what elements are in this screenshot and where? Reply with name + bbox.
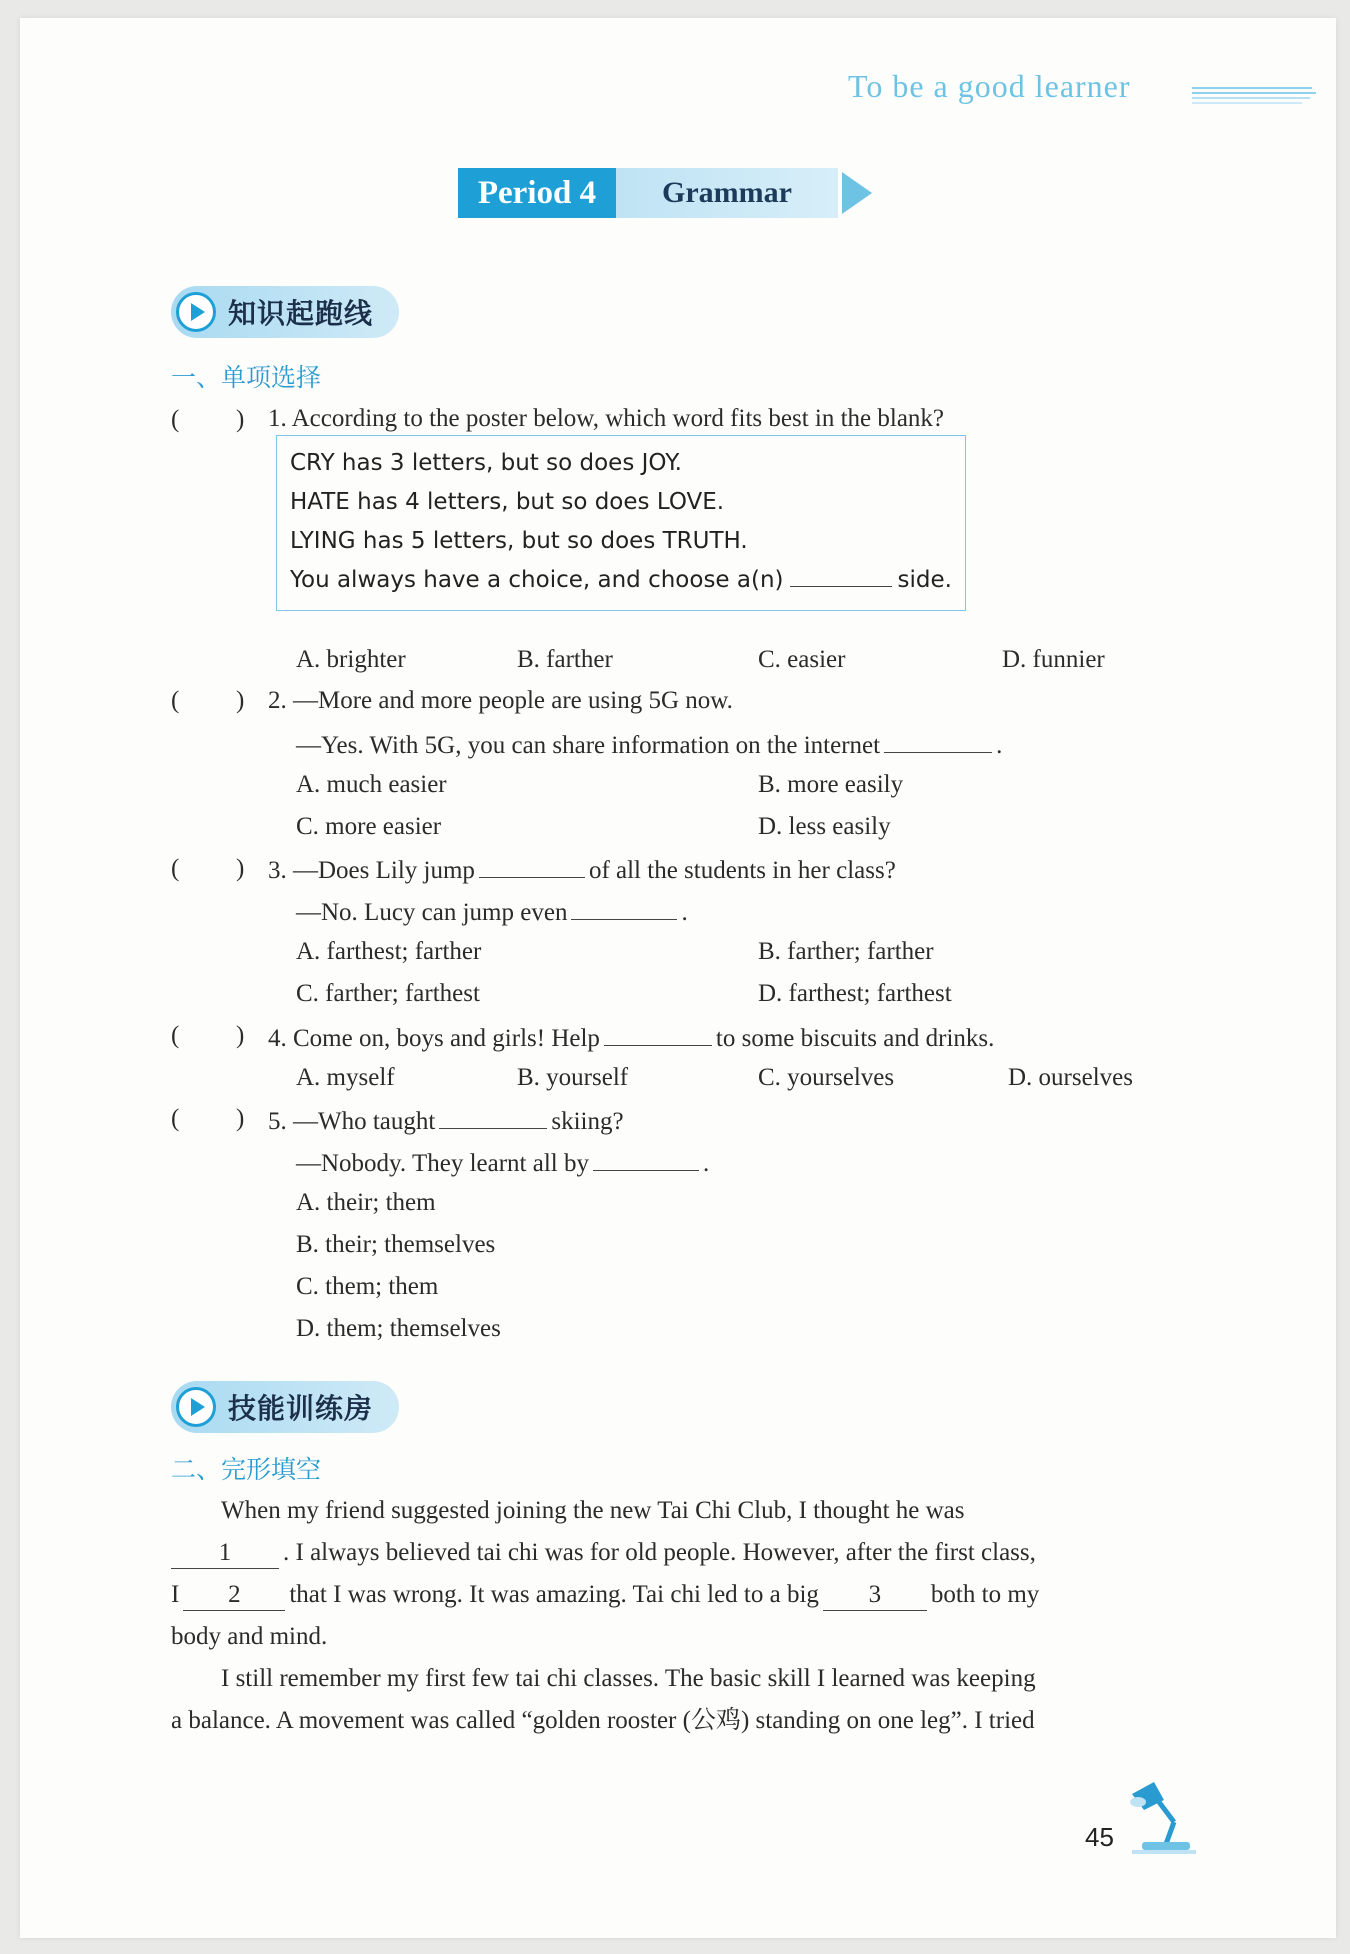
poster-blank [790, 564, 892, 587]
passage-text: I [171, 1581, 180, 1608]
response-text: —Nobody. They learnt all by [296, 1150, 589, 1177]
period-banner [458, 168, 928, 218]
answer-blank [593, 1146, 699, 1171]
passage-text: that I was wrong. It was amazing. Tai chi led to a big [289, 1581, 819, 1608]
banner-arrow-icon [842, 172, 872, 214]
option-a: A. much easier [296, 771, 447, 798]
passage-line [171, 1538, 1036, 1569]
option-d: D. funnier [1002, 646, 1105, 673]
option-b: B. their; themselves [296, 1231, 496, 1258]
option-c: C. yourselves [758, 1064, 895, 1091]
poster-box [276, 435, 966, 611]
question-2-response [296, 728, 1002, 761]
section-pill-knowledge [171, 286, 399, 338]
question-4-stem [268, 1021, 994, 1054]
option-a: A. myself [296, 1064, 395, 1091]
section-heading-cloze: 二、完形填空 [171, 1455, 322, 1484]
answer-paren-open: ( [171, 855, 180, 882]
poster-line: HATE has 4 letters, but so does LOVE. [290, 489, 725, 515]
passage-line: a balance. A movement was called “golden rooster (公鸡) standing on one leg”. I tried [171, 1707, 1035, 1734]
period-label: Period 4 [458, 168, 616, 218]
question-5-stem [268, 1104, 624, 1137]
answer-blank [479, 853, 585, 878]
poster-line: CRY has 3 letters, but so does JOY. [290, 450, 682, 476]
response-punct: . [996, 732, 1003, 759]
answer-paren-open: ( [171, 1022, 180, 1049]
play-icon [176, 1387, 216, 1427]
question-3-response [296, 895, 688, 928]
response-punct: . [703, 1150, 710, 1177]
passage-line: When my friend suggested joining the new Tai Chi Club, I thought he was [221, 1497, 965, 1524]
section-pill-skills [171, 1381, 399, 1433]
option-c: C. easier [758, 646, 846, 673]
option-a: A. their; them [296, 1189, 436, 1216]
answer-paren-close: ) [236, 855, 245, 882]
option-c: C. more easier [296, 813, 442, 840]
option-a: A. brighter [296, 646, 406, 673]
passage-line: I still remember my first few tai chi classes. The basic skill I learned was keeping [221, 1665, 1036, 1692]
option-a: A. farthest; farther [296, 938, 482, 965]
stem-text: skiing? [551, 1108, 624, 1135]
answer-blank [884, 728, 992, 753]
answer-paren-close: ) [236, 1105, 245, 1132]
cloze-blank-1: 1 [171, 1538, 279, 1569]
answer-paren-close: ) [236, 1022, 245, 1049]
question-1-stem: 1. According to the poster below, which word fits best in the blank? [268, 405, 945, 432]
option-b: B. yourself [517, 1064, 629, 1091]
answer-paren-close: ) [236, 406, 245, 433]
passage-line [171, 1580, 1039, 1611]
answer-blank [439, 1104, 547, 1129]
answer-blank [604, 1021, 712, 1046]
option-d: D. less easily [758, 813, 891, 840]
option-b: B. farther; farther [758, 938, 934, 965]
question-5-response [296, 1146, 709, 1179]
passage-line: body and mind. [171, 1623, 328, 1650]
section-pill-label: 技能训练房 [228, 1392, 374, 1425]
answer-paren-close: ) [236, 687, 245, 714]
response-text: —Yes. With 5G, you can share information on the internet [296, 732, 881, 759]
passage-text: . I always believed tai chi was for old people. However, after the first class, [283, 1539, 1036, 1566]
poster-line: LYING has 5 letters, but so does TRUTH. [290, 528, 748, 554]
stem-text: to some biscuits and drinks. [715, 1025, 995, 1052]
option-c: C. them; them [296, 1273, 439, 1300]
poster-line [290, 561, 965, 600]
page-number: 45 [1085, 1822, 1114, 1852]
stem-text: 3. —Does Lily jump [268, 857, 475, 884]
answer-paren-open: ( [171, 1105, 180, 1132]
stem-text: 5. —Who taught [268, 1108, 436, 1135]
answer-blank [571, 895, 677, 920]
option-b: B. more easily [758, 771, 904, 798]
stem-text: of all the students in her class? [588, 857, 896, 884]
section-heading-single-choice: 一、单项选择 [171, 363, 322, 392]
cloze-blank-2: 2 [183, 1580, 285, 1611]
header-title: To be a good learner [848, 68, 1131, 104]
answer-paren-open: ( [171, 406, 180, 433]
cloze-blank-3: 3 [823, 1580, 927, 1611]
header-decor-lines [1192, 84, 1320, 106]
option-d: D. farthest; farthest [758, 980, 952, 1007]
response-punct: . [681, 899, 688, 926]
option-c: C. farther; farthest [296, 980, 480, 1007]
option-b: B. farther [517, 646, 613, 673]
poster-text: side. [897, 567, 952, 593]
section-pill-label: 知识起跑线 [228, 297, 374, 330]
desk-lamp-icon [1124, 1780, 1204, 1856]
option-d: D. them; themselves [296, 1315, 501, 1342]
answer-paren-open: ( [171, 687, 180, 714]
passage-text: both to my [930, 1581, 1040, 1608]
poster-text: You always have a choice, and choose a(n) [290, 567, 784, 593]
question-3-stem [268, 853, 896, 886]
play-icon [176, 292, 216, 332]
option-d: D. ourselves [1008, 1064, 1133, 1091]
question-2-stem: 2. —More and more people are using 5G now. [268, 687, 733, 714]
period-topic: Grammar [616, 168, 838, 218]
response-text: —No. Lucy can jump even [296, 899, 568, 926]
stem-text: 4. Come on, boys and girls! Help [268, 1025, 600, 1052]
